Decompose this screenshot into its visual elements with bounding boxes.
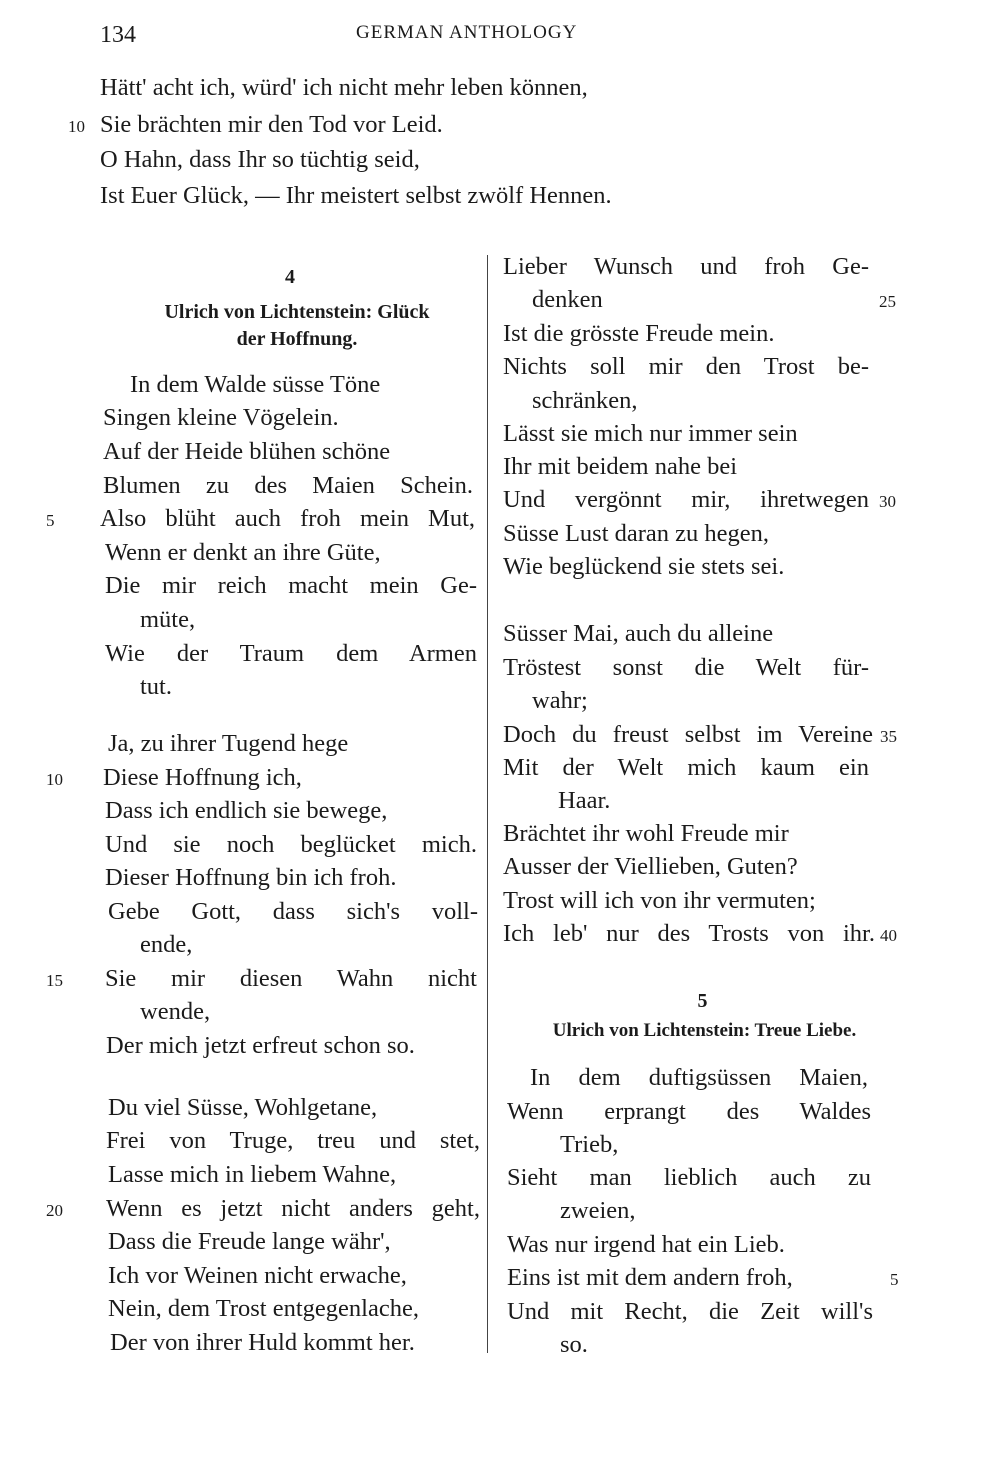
verse-line: Ihr mit beidem nahe bei [503, 453, 738, 480]
line-number: 40 [880, 926, 897, 945]
verse-line: Dass die Freude lange währ', [108, 1228, 391, 1255]
verse-line: Nein, dem Trost entgegenlache, [108, 1295, 419, 1322]
verse-line: tut. [140, 673, 172, 700]
verse-line: Und mit Recht, die Zeit will's [507, 1298, 873, 1325]
line-number: 35 [880, 727, 897, 746]
poem4-title-line1: Ulrich von Lichtenstein: Glück [164, 301, 430, 323]
line-number: 15 [46, 971, 63, 990]
verse-line: Wenn erprangt des Waldes [507, 1098, 871, 1125]
column-divider [487, 255, 488, 1353]
verse-line: Nichts soll mir den Trost be- [503, 353, 869, 380]
verse-line: Ich vor Weinen nicht erwache, [108, 1262, 407, 1289]
verse-line: O Hahn, dass Ihr so tüchtig seid, [100, 146, 420, 173]
verse-line: Wenn er denkt an ihre Güte, [105, 539, 381, 566]
verse-line: In dem Walde süsse Töne [130, 371, 381, 398]
poem4-title-line2: der Hoffnung. [236, 328, 358, 350]
verse-line: so. [560, 1331, 588, 1358]
page-number: 134 [100, 22, 136, 48]
verse-line: Also blüht auch froh mein Mut, [100, 505, 475, 532]
verse-line: Sie brächten mir den Tod vor Leid. [100, 111, 443, 138]
verse-line: Trieb, [560, 1131, 619, 1158]
verse-line: Gebe Gott, dass sich's voll- [108, 898, 478, 925]
running-title: GERMAN ANTHOLOGY [356, 22, 578, 43]
verse-line: Lässt sie mich nur immer sein [503, 420, 798, 447]
line-number: 10 [46, 770, 63, 789]
poem5-number: 5 [697, 990, 708, 1012]
line-number: 20 [46, 1201, 63, 1220]
verse-line: Was nur irgend hat ein Lieb. [507, 1231, 785, 1258]
verse-line: Blumen zu des Maien Schein. [103, 472, 473, 499]
verse-line: schränken, [532, 387, 638, 414]
verse-line: Wie beglückend sie stets sei. [503, 553, 785, 580]
verse-line: Wenn es jetzt nicht anders geht, [106, 1195, 480, 1222]
verse-line: Der mich jetzt erfreut schon so. [106, 1032, 415, 1059]
line-number: 10 [68, 117, 85, 136]
verse-line: Wie der Traum dem Armen [105, 640, 477, 667]
verse-line: Singen kleine Vögelein. [103, 404, 339, 431]
verse-line: Frei von Truge, treu und stet, [106, 1127, 480, 1154]
verse-line: Dieser Hoffnung bin ich froh. [105, 864, 397, 891]
verse-line: Hätt' acht ich, würd' ich nicht mehr leben können, [100, 74, 588, 101]
verse-line: Sie mir diesen Wahn nicht [105, 965, 477, 992]
verse-line: Trost will ich von ihr vermuten; [503, 887, 816, 914]
verse-line: Der von ihrer Huld kommt her. [110, 1329, 415, 1356]
line-number: 30 [879, 492, 896, 511]
verse-line: denken [532, 286, 603, 313]
verse-line: Brächtet ihr wohl Freude mir [503, 820, 789, 847]
verse-line: Ja, zu ihrer Tugend hege [108, 730, 349, 757]
verse-line: wahr; [532, 687, 588, 714]
verse-line: Du viel Süsse, Wohlgetane, [108, 1094, 378, 1121]
line-number: 25 [879, 292, 896, 311]
verse-line: Ist Euer Glück, — Ihr meistert selbst zwölf Hennen. [100, 182, 612, 209]
verse-line: Dass ich endlich sie bewege, [105, 797, 388, 824]
verse-line: Und vergönnt mir, ihretwegen [503, 486, 869, 513]
verse-line: Doch du freust selbst im Vereine [503, 721, 873, 748]
verse-line: Ich leb' nur des Trosts von ihr. [503, 920, 875, 947]
verse-line: Eins ist mit dem andern froh, [507, 1264, 793, 1291]
verse-line: Diese Hoffnung ich, [103, 764, 302, 791]
line-number: 5 [890, 1270, 899, 1289]
poem5-title: Ulrich von Lichtenstein: Treue Liebe. [552, 1020, 857, 1041]
verse-line: Ausser der Viellieben, Guten? [503, 853, 798, 880]
line-number: 5 [46, 511, 55, 530]
verse-line: müte, [140, 606, 196, 633]
verse-line: Die mir reich macht mein Ge- [105, 572, 477, 599]
verse-line: Lieber Wunsch und froh Ge- [503, 253, 869, 280]
poem4-number: 4 [285, 266, 295, 288]
verse-line: Süsse Lust daran zu hegen, [503, 520, 770, 547]
verse-line: Haar. [558, 787, 611, 814]
verse-line: Tröstest sonst die Welt für- [503, 654, 869, 681]
verse-line: wende, [140, 998, 211, 1025]
verse-line: In dem duftigsüssen Maien, [530, 1064, 868, 1091]
verse-line: Ist die grösste Freude mein. [503, 320, 775, 347]
verse-line: Mit der Welt mich kaum ein [503, 754, 869, 781]
verse-line: ende, [140, 931, 193, 958]
verse-line: Sieht man lieblich auch zu [507, 1164, 871, 1191]
verse-line: Süsser Mai, auch du alleine [503, 620, 774, 647]
verse-line: Lasse mich in liebem Wahne, [108, 1161, 397, 1188]
verse-line: Und sie noch beglücket mich. [105, 831, 477, 858]
verse-line: Auf der Heide blühen schöne [103, 438, 391, 465]
verse-line: zweien, [560, 1197, 636, 1224]
